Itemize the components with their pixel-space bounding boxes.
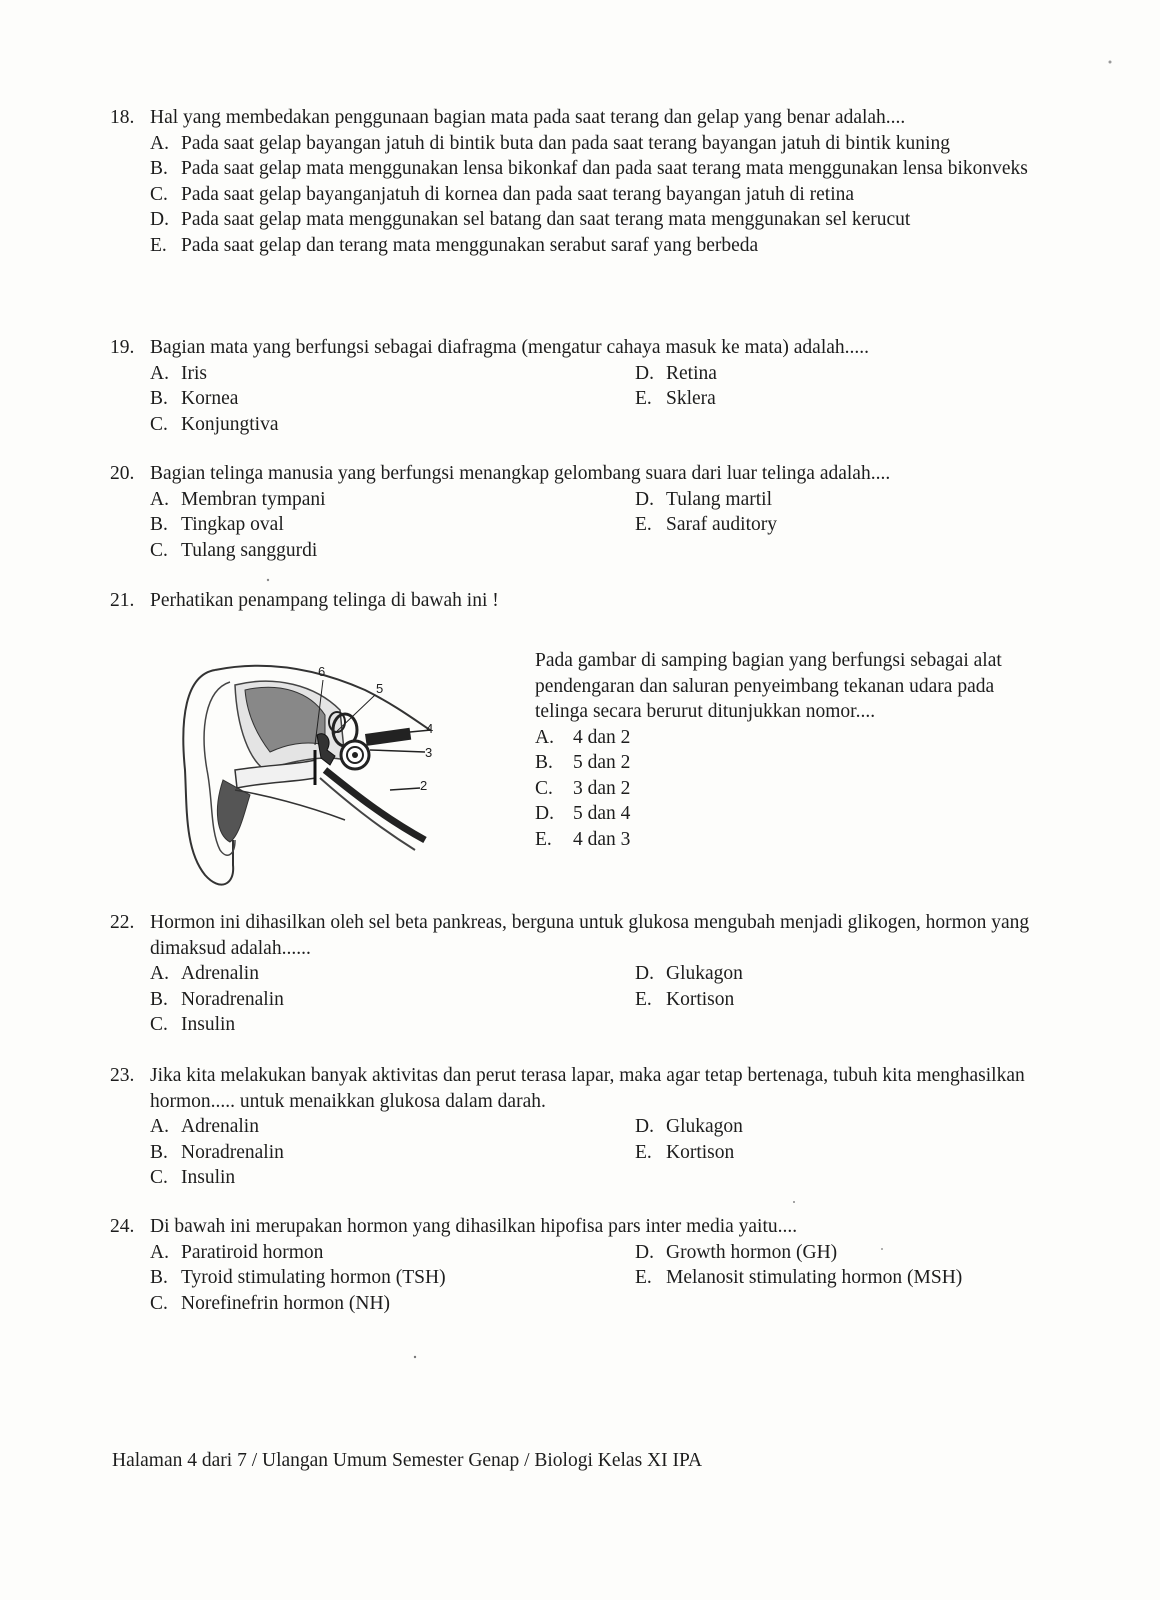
auditory-nerve (365, 728, 411, 746)
eustachian-tube (325, 770, 428, 840)
pinna-shaded-ridge (217, 780, 250, 842)
figure-label-4: 4 (426, 721, 434, 736)
option-text: Membran tympani (181, 488, 326, 510)
option-b (535, 750, 1015, 776)
option-d (635, 961, 1055, 987)
option-letter: A. (150, 963, 169, 984)
question-23 (110, 1063, 1050, 1191)
question-text: Jika kita melakukan banyak aktivitas dan perut terasa lapar, maka agar tetap bertenaga, tubuh kita menghasilkan hormon..... untuk menaikkan glukosa dalam darah. (150, 1065, 1025, 1112)
option-letter: B. (150, 158, 168, 179)
option-text: Growth hormon (GH) (666, 1241, 838, 1263)
option-letter: D. (635, 1241, 654, 1263)
question-text: Hal yang membedakan penggunaan bagian mata pada saat terang dan gelap yang benar adalah.... (150, 107, 906, 128)
option-text: Kornea (181, 388, 239, 409)
option-text: Iris (181, 362, 207, 384)
option-text: 5 dan 2 (573, 752, 631, 773)
option-d (150, 207, 1050, 233)
options-grid (150, 487, 1050, 564)
option-text: Noradrenalin (181, 1141, 284, 1163)
option-letter: E. (635, 988, 652, 1010)
question-number: 20. (110, 463, 135, 484)
question-18 (110, 105, 1050, 258)
option-text: Konjungtiva (181, 413, 279, 435)
option-e (150, 233, 1050, 259)
option-letter: B. (150, 1267, 168, 1288)
option-text: Tingkap oval (181, 514, 284, 535)
option-a (150, 487, 635, 513)
option-d (535, 801, 1015, 827)
option-text: Adrenalin (181, 963, 259, 984)
ear-cross-section-figure (175, 660, 445, 900)
option-text: Pada saat gelap mata menggunakan lensa bikonkaf dan pada saat terang mata menggunakan lensa bikonveks (181, 158, 1028, 179)
option-letter: E. (635, 514, 652, 535)
option-letter: A. (150, 1241, 169, 1263)
option-text: Adrenalin (181, 1116, 259, 1137)
option-b (150, 512, 635, 538)
option-letter: E. (635, 388, 652, 409)
option-letter: E. (150, 234, 167, 256)
option-text: Pada saat gelap dan terang mata menggunakan serabut saraf yang berbeda (181, 234, 759, 256)
option-text: Retina (666, 362, 717, 384)
question-text: Di bawah ini merupakan hormon yang dihasilkan hipofisa pars inter media yaitu.... (150, 1216, 798, 1237)
question-22 (110, 910, 1050, 1038)
option-text: Pada saat gelap mata menggunakan sel batang dan saat terang mata menggunakan sel kerucut (181, 209, 911, 230)
option-letter: A. (150, 132, 169, 154)
option-letter: B. (150, 1141, 168, 1163)
figure-label-6: 6 (318, 664, 326, 679)
leader-line-3 (370, 750, 425, 752)
option-c (535, 776, 1015, 802)
option-text: Paratiroid hormon (181, 1241, 324, 1263)
option-e (635, 987, 1055, 1013)
side-text: Pada gambar di samping bagian yang berfungsi sebagai alat pendengaran dan saluran penyeimbang tekanan udara pada telinga secara berurut ditunjukkan nomor.... (535, 650, 1002, 722)
option-e (635, 1140, 1055, 1166)
option-text: Tulang sanggurdi (181, 539, 318, 561)
question-19 (110, 335, 1050, 437)
option-d (635, 487, 1055, 513)
option-c (150, 412, 635, 438)
figure-label-2: 2 (420, 778, 428, 793)
option-text: Kortison (666, 988, 735, 1010)
question-text: Hormon ini dihasilkan oleh sel beta pankreas, berguna untuk glukosa mengubah menjadi glikogen, hormon yang dimaksud adalah...... (150, 912, 1030, 959)
option-b (150, 1140, 635, 1166)
option-text: Insulin (181, 1167, 236, 1188)
question-number: 18. (110, 107, 135, 128)
option-a (150, 1114, 635, 1140)
page-footer: Halaman 4 dari 7 / Ulangan Umum Semester Genap / Biologi Kelas XI IPA (112, 1450, 703, 1471)
option-text: 3 dan 2 (573, 777, 631, 799)
option-text: Pada saat gelap bayanganjatuh di kornea dan pada saat terang bayangan jatuh di retina (181, 183, 855, 205)
option-b (150, 1265, 635, 1291)
option-c (150, 1291, 635, 1317)
option-letter: D. (635, 1116, 654, 1137)
option-letter: B. (150, 514, 168, 535)
option-text: 4 dan 3 (573, 828, 631, 850)
option-text: 4 dan 2 (573, 726, 631, 748)
option-letter: D. (635, 488, 654, 510)
question-number: 22. (110, 912, 135, 933)
option-e (535, 827, 1015, 853)
question-21 (110, 588, 1050, 614)
question-number: 24. (110, 1216, 135, 1237)
option-letter: C. (150, 539, 168, 561)
option-letter: A. (150, 362, 169, 384)
question-text: Bagian telinga manusia yang berfungsi menangkap gelombang suara dari luar telinga adalah.... (150, 463, 891, 484)
option-text: Sklera (666, 388, 716, 409)
option-b (150, 987, 635, 1013)
option-a (535, 725, 1015, 751)
option-d (635, 1240, 1055, 1266)
option-a (150, 961, 635, 987)
option-text: Insulin (181, 1014, 236, 1035)
options-grid (150, 1240, 1050, 1317)
options-grid (150, 361, 1050, 438)
option-text: Pada saat gelap bayangan jatuh di bintik buta dan pada saat terang bayangan jatuh di bintik kuning (181, 132, 950, 154)
option-letter: D. (635, 963, 654, 984)
question-21-side-panel (535, 648, 1015, 852)
option-letter: E. (635, 1267, 652, 1288)
option-text: Norefinefrin hormon (NH) (181, 1292, 391, 1314)
option-text: Kortison (666, 1141, 735, 1163)
option-e (635, 386, 1055, 412)
option-a (150, 131, 1050, 157)
option-letter: D. (635, 362, 654, 384)
options-grid (150, 1114, 1050, 1191)
option-d (635, 1114, 1055, 1140)
option-letter: E. (535, 828, 552, 850)
option-a (150, 1240, 635, 1266)
option-e (635, 1265, 1055, 1291)
leader-line-2 (390, 788, 420, 790)
figure-label-3: 3 (425, 745, 433, 760)
option-text: Glukagon (666, 963, 743, 984)
option-letter: B. (150, 388, 168, 409)
option-letter: A. (150, 488, 169, 510)
option-c (150, 538, 635, 564)
option-text: Noradrenalin (181, 988, 284, 1010)
option-letter: D. (150, 209, 169, 230)
option-e (635, 512, 1055, 538)
option-c (150, 182, 1050, 208)
option-text: 5 dan 4 (573, 803, 631, 824)
option-c (150, 1012, 635, 1038)
option-c (150, 1165, 635, 1191)
option-letter: A. (535, 726, 554, 748)
option-text: Tulang martil (666, 488, 772, 510)
question-text: Bagian mata yang berfungsi sebagai diafragma (mengatur cahaya masuk ke mata) adalah..... (150, 337, 870, 358)
option-letter: C. (150, 413, 168, 435)
option-letter: C. (535, 777, 553, 799)
option-letter: C. (150, 1167, 168, 1188)
question-number: 21. (110, 590, 135, 611)
question-text: Perhatikan penampang telinga di bawah ini ! (150, 590, 499, 611)
option-letter: C. (150, 183, 168, 205)
option-text: Tyroid stimulating hormon (TSH) (181, 1267, 446, 1288)
option-text: Glukagon (666, 1116, 743, 1137)
option-letter: B. (535, 752, 553, 773)
option-a (150, 361, 635, 387)
option-letter: C. (150, 1014, 168, 1035)
question-number: 19. (110, 337, 135, 358)
option-letter: A. (150, 1116, 169, 1137)
question-20 (110, 461, 1050, 563)
option-text: Saraf auditory (666, 514, 778, 535)
options-grid (150, 961, 1050, 1038)
figure-label-5: 5 (376, 681, 384, 696)
option-letter: E. (635, 1141, 652, 1163)
option-b (150, 386, 635, 412)
option-text: Melanosit stimulating hormon (MSH) (666, 1267, 963, 1288)
question-24 (110, 1214, 1050, 1316)
option-letter: D. (535, 803, 554, 824)
option-letter: B. (150, 988, 168, 1010)
question-number: 23. (110, 1065, 135, 1086)
option-d (635, 361, 1055, 387)
option-letter: C. (150, 1292, 168, 1314)
option-b (150, 156, 1050, 182)
